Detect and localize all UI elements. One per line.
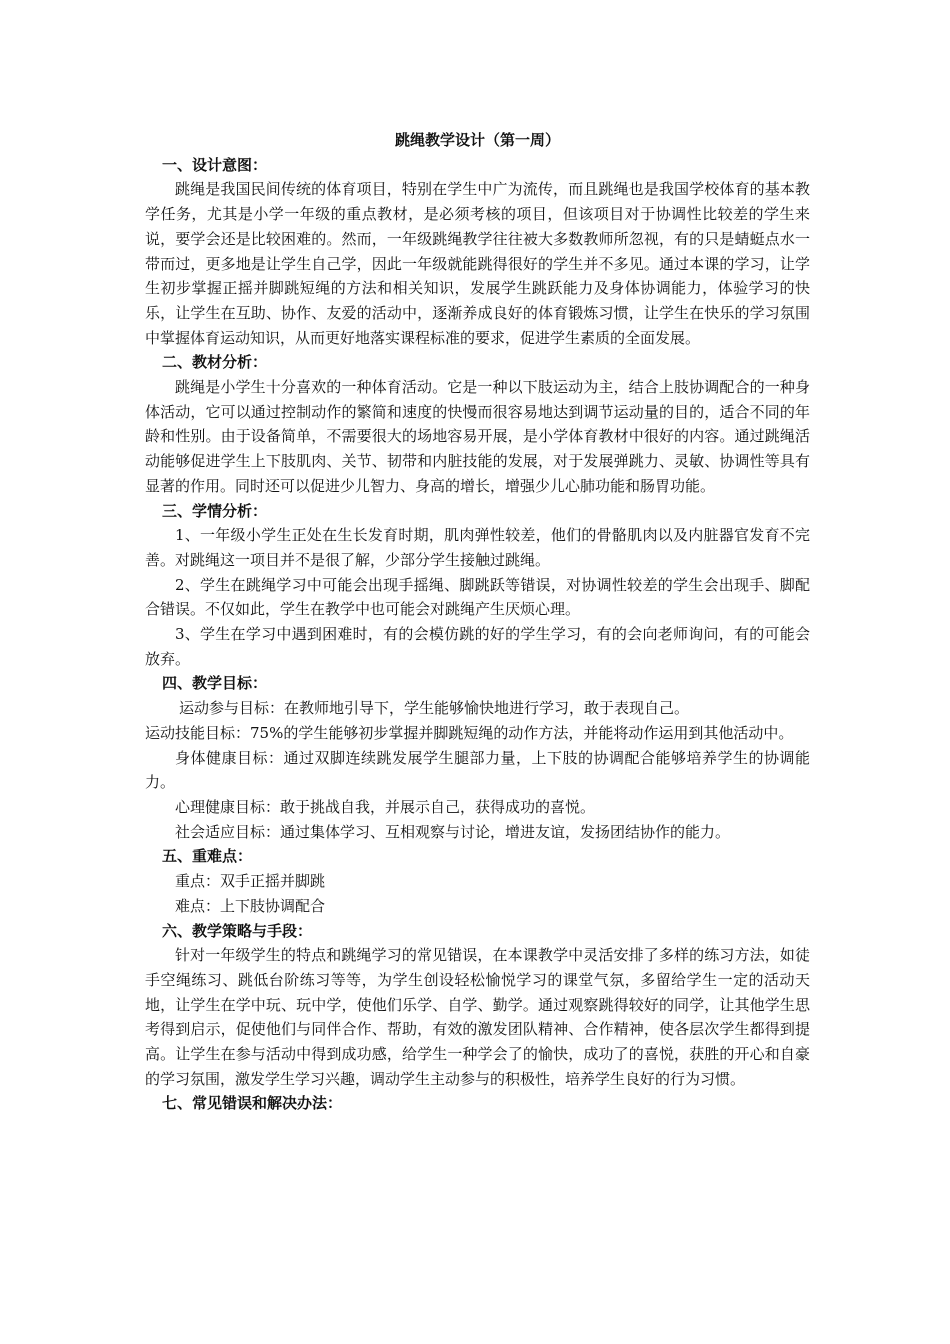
paragraph: 跳绳是小学生十分喜欢的一种体育活动。它是一种以下肢运动为主，结合上肢协调配合的一种身体活动，它可以通过控制动作的繁简和速度的快慢而很容易地达到调节运动量的目的，适合不同的年龄和性别。由于设备简单，不需要很大的场地容易开展，是小学体育教材中很好的内容。通过跳绳活动能够促进学生上下肢肌肉、关节、韧带和内脏技能的发展，对于发展弹跳力、灵敏、协调性等具有显著的作用。同时还可以促进少儿智力、身高的增长，增强少儿心肺功能和肠胃功能。 <box>145 378 810 495</box>
section-heading-material-analysis: 二、教材分析： <box>162 353 268 372</box>
goal-participation: 运动参与目标：在教师地引导下，学生能够愉快地进行学习，敢于表现自己。 <box>179 699 690 718</box>
paragraph: 2、学生在跳绳学习中可能会出现手摇绳、脚跳跃等错误，对协调性较差的学生会出现手、脚配合错误。不仅如此，学生在教学中也可能会对跳绳产生厌烦心理。 <box>145 575 810 619</box>
goal-skill: 运动技能目标：75%的学生能够初步掌握并脚跳短绳的动作方法，并能将动作运用到其他活动中。 <box>145 723 794 742</box>
section-heading-teaching-strategy: 六、教学策略与手段： <box>162 921 313 940</box>
paragraph: 跳绳是我国民间传统的体育项目，特别在学生中广为流传，而且跳绳也是我国学校体育的基本教学任务，尤其是小学一年级的重点教材，是必须考核的项目，但该项目对于协调性比较差的学生来说，要学会还是比较困难的。然而，一年级跳绳教学往往被大多数教师所忽视，有的只是蜻蜓点水一带而过，更多地是让学生自己学，因此一年级就能跳得很好的学生并不多见。通过本课的学习，让学生初步掌握正摇并脚跳短绳的方法和相关知识，发展学生跳跃能力及身体协调能力，体验学习的快乐，让学生在互助、协作、友爱的活动中，逐渐养成良好的体育锻炼习惯，让学生在快乐的学习氛围中掌握体育运动知识，从而更好地落实课程标准的要求，促进学生素质的全面发展。 <box>145 180 810 347</box>
section-heading-student-analysis: 三、学情分析： <box>162 501 268 520</box>
goal-social: 社会适应目标：通过集体学习、互相观察与讨论，增进友谊，发扬团结协作的能力。 <box>175 822 731 841</box>
goal-health: 身体健康目标：通过双脚连续跳发展学生腿部力量，上下肢的协调配合能够培养学生的协调能力。 <box>145 748 810 792</box>
paragraph: 针对一年级学生的特点和跳绳学习的常见错误，在本课教学中灵活安排了多样的练习方法，如徒手空绳练习、跳低台阶练习等等，为学生创设轻松愉悦学习的课堂气氛，多留给学生一定的活动天地，让学生在学中玩、玩中学，使他们乐学、自学、勤学。通过观察跳得较好的同学，让其他学生思考得到启示，促使他们与同伴合作、帮助，有效的激发团队精神、合作精神，使各层次学生都得到提高。让学生在参与活动中得到成功感，给学生一种学会了的愉快，成功了的喜悦，获胜的开心和自豪的学习氛围，激发学生学习兴趣，调动学生主动参与的积极性，培养学生良好的行为习惯。 <box>145 946 810 1088</box>
difficult-point: 难点：上下肢协调配合 <box>175 896 326 915</box>
section-heading-teaching-goals: 四、教学目标： <box>162 674 268 693</box>
document-page <box>145 128 810 1116</box>
section-heading-design-intent: 一、设计意图： <box>162 155 268 174</box>
section-heading-key-points: 五、重难点： <box>162 847 253 866</box>
key-point: 重点：双手正摇并脚跳 <box>175 872 326 891</box>
document-title: 跳绳教学设计（第一周） <box>394 131 560 149</box>
paragraph: 3、学生在学习中遇到困难时，有的会模仿跳的好的学生学习，有的会向老师询问，有的可能会放弃。 <box>145 625 810 668</box>
section-heading-common-errors: 七、常见错误和解决办法： <box>162 1094 343 1113</box>
goal-mental: 心理健康目标：敢于挑战自我，并展示自己，获得成功的喜悦。 <box>175 797 596 816</box>
paragraph: 1、一年级小学生正处在生长发育时期，肌肉弹性较差，他们的骨骼肌肉以及内脏器官发育不完善。对跳绳这一项目并不是很了解，少部分学生接触过跳绳。 <box>145 526 810 569</box>
